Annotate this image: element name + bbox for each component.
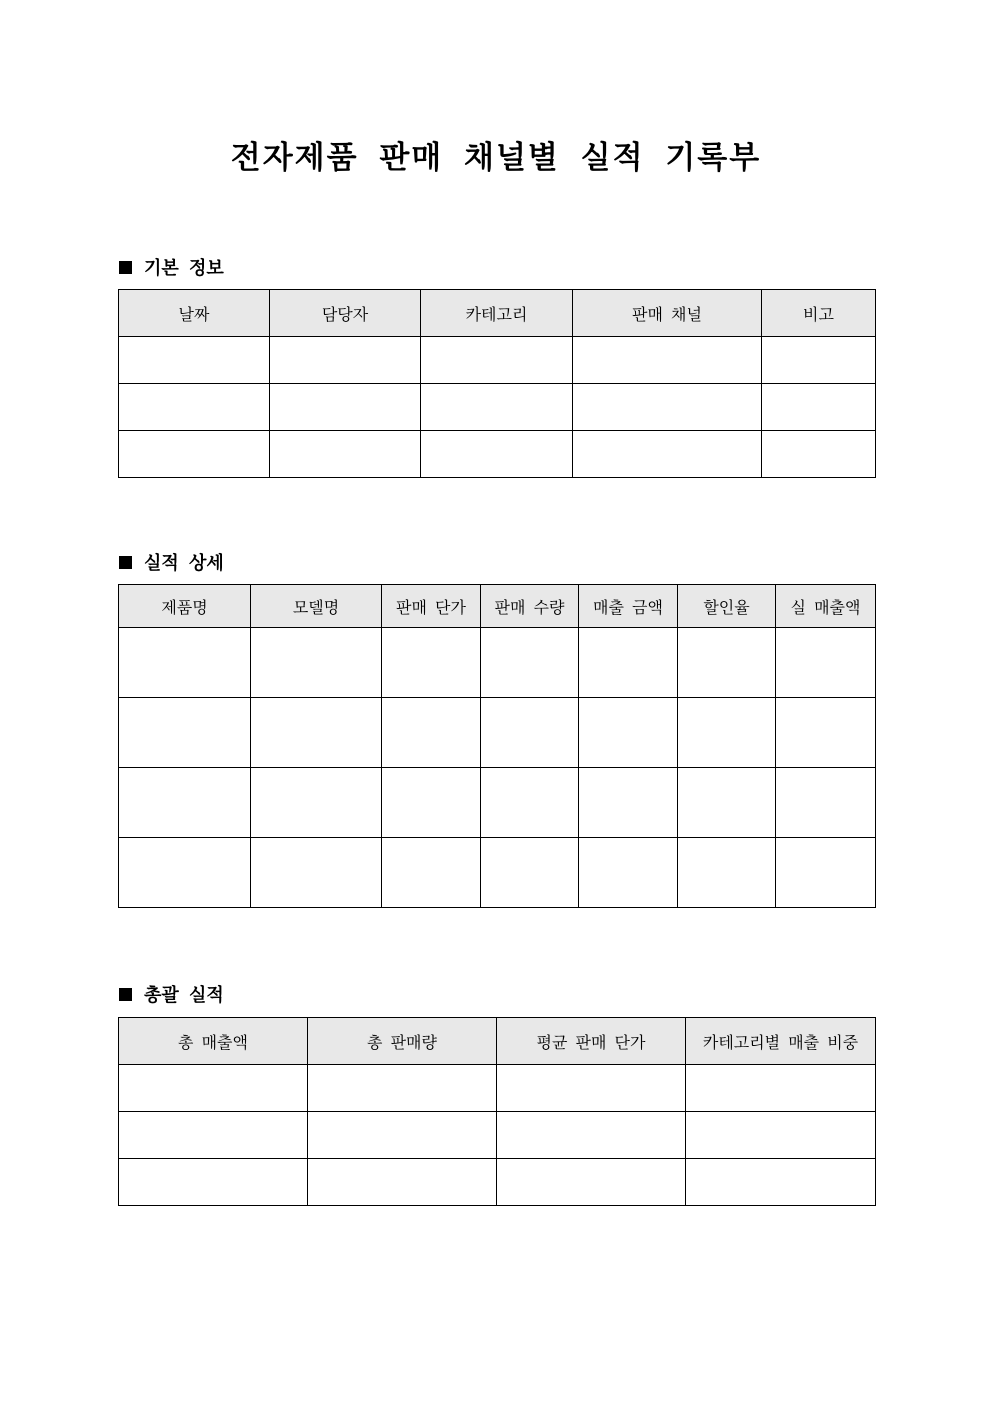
table-cell[interactable] bbox=[678, 838, 776, 908]
table-cell[interactable] bbox=[678, 768, 776, 838]
table-row bbox=[119, 838, 876, 908]
table-cell[interactable] bbox=[251, 768, 382, 838]
table-row bbox=[119, 1159, 876, 1206]
table-row bbox=[119, 768, 876, 838]
table-cell[interactable] bbox=[119, 337, 270, 384]
table-cell[interactable] bbox=[579, 628, 678, 698]
table-cell[interactable] bbox=[481, 768, 579, 838]
table-row bbox=[119, 384, 876, 431]
detail-table bbox=[118, 584, 876, 908]
table-cell[interactable] bbox=[119, 628, 251, 698]
section-heading-basic-info bbox=[119, 254, 224, 280]
column-header-discount-rate: 할인율 bbox=[678, 585, 776, 628]
table-cell[interactable] bbox=[573, 384, 762, 431]
column-header-total-sales: 총 매출액 bbox=[119, 1018, 308, 1065]
table-cell[interactable] bbox=[573, 337, 762, 384]
column-header-model-name: 모델명 bbox=[251, 585, 382, 628]
table-cell[interactable] bbox=[308, 1065, 497, 1112]
column-header-category-share: 카테고리별 매출 비중 bbox=[686, 1018, 876, 1065]
table-cell[interactable] bbox=[686, 1159, 876, 1206]
section-heading-label: 기본 정보 bbox=[144, 258, 224, 279]
table-cell[interactable] bbox=[762, 384, 876, 431]
column-header-manager: 담당자 bbox=[270, 290, 421, 337]
table-header-row bbox=[119, 1018, 876, 1065]
black-square-icon bbox=[119, 556, 132, 569]
table-cell[interactable] bbox=[762, 431, 876, 478]
table-cell[interactable] bbox=[481, 628, 579, 698]
table-row bbox=[119, 337, 876, 384]
table-cell[interactable] bbox=[270, 337, 421, 384]
black-square-icon bbox=[119, 261, 132, 274]
table-cell[interactable] bbox=[119, 768, 251, 838]
table-cell[interactable] bbox=[497, 1065, 686, 1112]
section-heading-detail bbox=[119, 549, 224, 575]
table-cell[interactable] bbox=[776, 698, 876, 768]
column-header-total-quantity: 총 판매량 bbox=[308, 1018, 497, 1065]
table-row bbox=[119, 1112, 876, 1159]
table-row bbox=[119, 698, 876, 768]
column-header-unit-price: 판매 단가 bbox=[382, 585, 481, 628]
table-cell[interactable] bbox=[573, 431, 762, 478]
column-header-date: 날짜 bbox=[119, 290, 270, 337]
basic-info-table bbox=[118, 289, 876, 478]
column-header-product-name: 제품명 bbox=[119, 585, 251, 628]
table-cell[interactable] bbox=[421, 337, 573, 384]
column-header-average-unit-price: 평균 판매 단가 bbox=[497, 1018, 686, 1065]
table-cell[interactable] bbox=[119, 838, 251, 908]
table-cell[interactable] bbox=[382, 698, 481, 768]
table-cell[interactable] bbox=[251, 698, 382, 768]
column-header-category: 카테고리 bbox=[421, 290, 573, 337]
table-cell[interactable] bbox=[119, 1065, 308, 1112]
table-cell[interactable] bbox=[579, 698, 678, 768]
table-cell[interactable] bbox=[481, 698, 579, 768]
table-cell[interactable] bbox=[776, 768, 876, 838]
table-cell[interactable] bbox=[119, 1159, 308, 1206]
table-cell[interactable] bbox=[481, 838, 579, 908]
table-cell[interactable] bbox=[119, 1112, 308, 1159]
table-cell[interactable] bbox=[686, 1065, 876, 1112]
table-row bbox=[119, 628, 876, 698]
column-header-note: 비고 bbox=[762, 290, 876, 337]
table-cell[interactable] bbox=[119, 431, 270, 478]
table-cell[interactable] bbox=[251, 628, 382, 698]
table-cell[interactable] bbox=[382, 628, 481, 698]
section-heading-summary bbox=[119, 981, 224, 1007]
table-cell[interactable] bbox=[382, 768, 481, 838]
section-heading-label: 총괄 실적 bbox=[144, 985, 224, 1006]
table-cell[interactable] bbox=[270, 431, 421, 478]
column-header-quantity: 판매 수량 bbox=[481, 585, 579, 628]
table-cell[interactable] bbox=[497, 1112, 686, 1159]
table-row bbox=[119, 431, 876, 478]
black-square-icon bbox=[119, 988, 132, 1001]
page-title: 전자제품 판매 채널별 실적 기록부 bbox=[230, 140, 762, 176]
table-cell[interactable] bbox=[579, 768, 678, 838]
column-header-sales-channel: 판매 채널 bbox=[573, 290, 762, 337]
table-cell[interactable] bbox=[678, 698, 776, 768]
table-cell[interactable] bbox=[686, 1112, 876, 1159]
table-cell[interactable] bbox=[678, 628, 776, 698]
table-cell[interactable] bbox=[579, 838, 678, 908]
table-cell[interactable] bbox=[776, 628, 876, 698]
table-cell[interactable] bbox=[270, 384, 421, 431]
table-cell[interactable] bbox=[308, 1112, 497, 1159]
column-header-net-sales: 실 매출액 bbox=[776, 585, 876, 628]
table-cell[interactable] bbox=[421, 384, 573, 431]
section-heading-label: 실적 상세 bbox=[144, 553, 224, 574]
table-header-row bbox=[119, 290, 876, 337]
table-cell[interactable] bbox=[251, 838, 382, 908]
table-row bbox=[119, 1065, 876, 1112]
table-cell[interactable] bbox=[308, 1159, 497, 1206]
table-cell[interactable] bbox=[497, 1159, 686, 1206]
table-cell[interactable] bbox=[119, 384, 270, 431]
table-cell[interactable] bbox=[776, 838, 876, 908]
table-cell[interactable] bbox=[119, 698, 251, 768]
column-header-sales-amount: 매출 금액 bbox=[579, 585, 678, 628]
summary-table bbox=[118, 1017, 876, 1206]
table-cell[interactable] bbox=[382, 838, 481, 908]
table-cell[interactable] bbox=[762, 337, 876, 384]
table-cell[interactable] bbox=[421, 431, 573, 478]
table-header-row bbox=[119, 585, 876, 628]
